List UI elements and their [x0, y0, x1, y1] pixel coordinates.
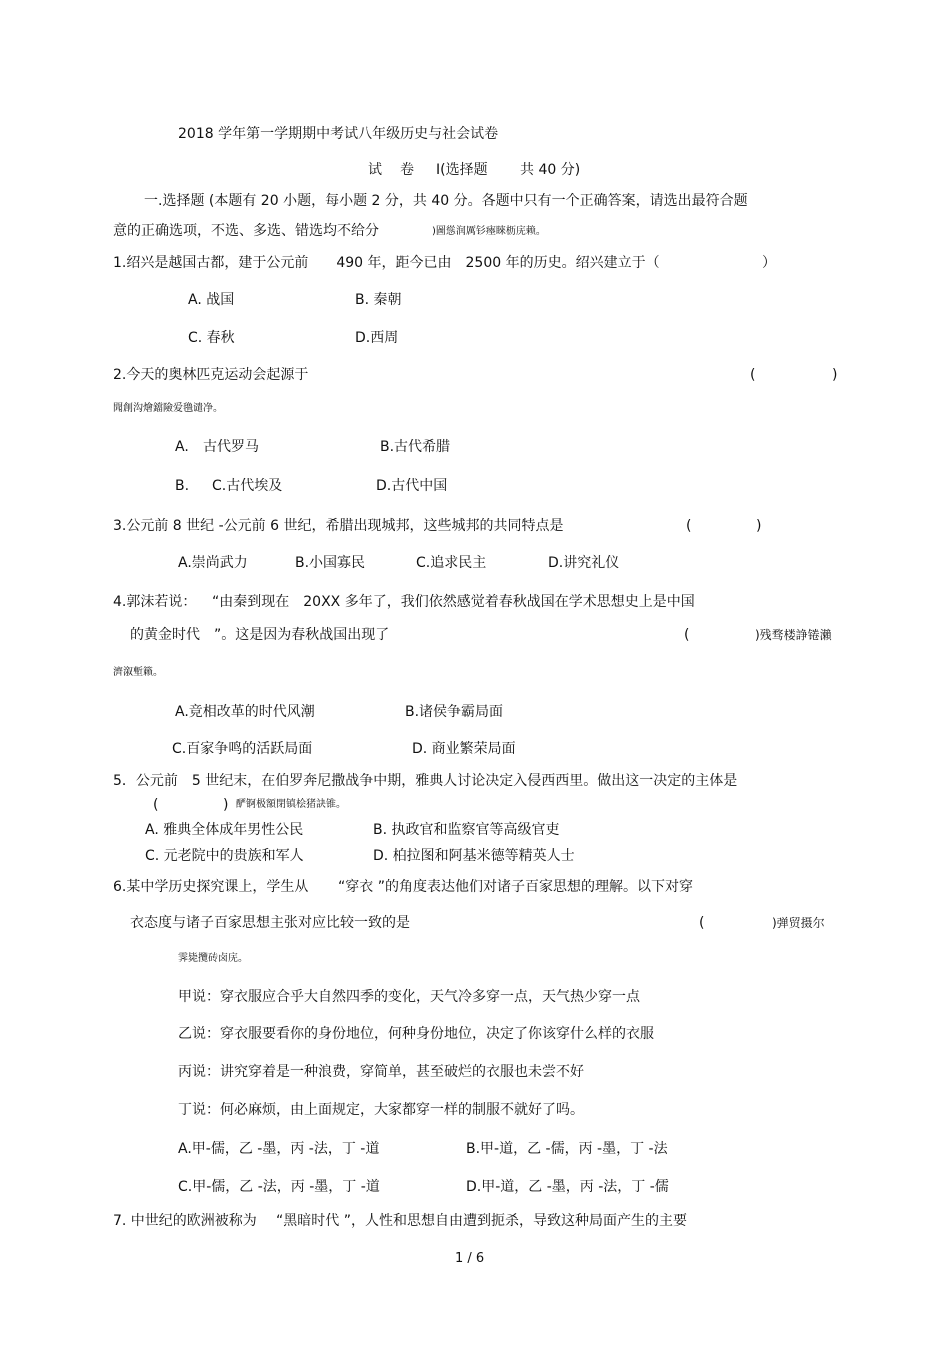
answer-paren: ( — [686, 518, 692, 534]
garbled-text: )圖慫润厲钐瘞睞枥庑赖。 — [432, 226, 546, 237]
question-6-stem: 6.某中学历史探究课上，学生从 — [113, 879, 309, 895]
option-d: D. 商业繁荣局面 — [412, 741, 516, 757]
option-a: A. 雅典全体成年男性公民 — [145, 822, 304, 838]
garbled-text: 酽锕极額閉镇桧猪訣锥。 — [236, 799, 346, 810]
option-b: B.古代希腊 — [380, 439, 451, 455]
instructions-line-2: 意的正确选项，不选、多选、错选均不给分 — [113, 223, 379, 239]
option-b: B.甲-道，乙 -儒，丙 -墨，丁 -法 — [466, 1141, 668, 1157]
statement-yi: 乙说：穿衣服要看你的身份地位，何种身份地位，决定了你该穿什么样的衣服 — [178, 1026, 654, 1042]
option-a: 古代罗马 — [203, 439, 259, 455]
option-c: C. 春秋 — [188, 330, 235, 346]
section-header-part: 共 40 分) — [520, 162, 581, 178]
option-b: B.小国寡民 — [295, 555, 366, 571]
option-a: A.崇尚武力 — [178, 555, 248, 571]
answer-paren: ( — [750, 367, 756, 383]
option-b: B. 执政官和监察官等高级官吏 — [373, 822, 560, 838]
statement-jia: 甲说：穿衣服应合乎大自然四季的变化，天气冷多穿一点，天气热少穿一点 — [178, 989, 640, 1005]
option-c: C.追求民主 — [416, 555, 487, 571]
question-2-stem: 2.今天的奥林匹克运动会起源于 — [113, 367, 309, 383]
statement-bing: 丙说：讲究穿着是一种浪费，穿简单，甚至破烂的衣服也未尝不好 — [178, 1064, 584, 1080]
option-d: D.西周 — [355, 330, 399, 346]
question-6-stem-line-2: 衣态度与诸子百家思想主张对应比较一致的是 — [130, 915, 410, 931]
option-c-letter: B. — [175, 478, 190, 494]
garbled-text: )弹贸摄尔 — [772, 916, 825, 930]
section-header-part: 卷 — [400, 162, 414, 178]
instructions-line-1: 一.选择题 (本题有 20 小题，每小题 2 分，共 40 分。各题中只有一个正确答案，请选出最符合题 — [144, 193, 748, 209]
option-d: D.甲-道，乙 -墨，丙 -法，丁 -儒 — [466, 1179, 669, 1195]
question-4-stem-line-2: 的黄金时代 ”。这是因为春秋战国出现了 — [130, 627, 390, 643]
option-c: C.古代埃及 — [212, 478, 283, 494]
section-header-part: 试 — [368, 162, 382, 178]
answer-paren: ) — [832, 367, 838, 383]
answer-paren: ( — [684, 627, 690, 643]
question-7-stem: 7. 中世纪的欧洲被称为 — [113, 1213, 257, 1229]
option-a: A.竞相改革的时代风潮 — [175, 704, 315, 720]
garbled-text: 濟溆塹籟。 — [113, 667, 163, 678]
option-d: D.讲究礼仪 — [548, 555, 620, 571]
option-b: B.诸侯争霸局面 — [405, 704, 504, 720]
option-c: C. 元老院中的贵族和军人 — [145, 848, 304, 864]
question-6-quote: “穿衣 ”的角度表达他们对诸子百家思想的理解。以下对穿 — [338, 879, 693, 895]
question-4-quote: “由秦到现在 20XX 多年了，我们依然感觉着春秋战国在学术思想史上是中国 — [212, 594, 695, 610]
option-c: C.甲-儒，乙 -法，丙 -墨，丁 -道 — [178, 1179, 380, 1195]
question-1-stem: 1.绍兴是越国古都，建于公元前 490 年，距今已由 2500 年的历史。绍兴建立于（ — [113, 255, 660, 271]
question-5-stem: 5．公元前 5 世纪末，在伯罗奔尼撒战争中期，雅典人讨论决定入侵西西里。做出这一决定的主体是 — [113, 773, 738, 789]
option-a: A.甲-儒，乙 -墨，丙 -法，丁 -道 — [178, 1141, 380, 1157]
answer-paren: ) — [756, 518, 762, 534]
garbled-text: 霁毙攬砖卤庑。 — [178, 953, 248, 964]
option-a-letter: A. — [175, 439, 189, 455]
question-3-stem: 3.公元前 8 世纪 -公元前 6 世纪，希腊出现城邦，这些城邦的共同特点是 — [113, 518, 564, 534]
option-b: B. 秦朝 — [355, 292, 402, 308]
statement-ding: 丁说：何必麻烦，由上面规定，大家都穿一样的制服不就好了吗。 — [178, 1102, 584, 1118]
question-7-quote: “黑暗时代 ”，人性和思想自由遭到扼杀，导致这种局面产生的主要 — [276, 1213, 687, 1229]
option-a: A. 战国 — [188, 292, 235, 308]
exam-title: 2018 学年第一学期期中考试八年级历史与社会试卷 — [178, 126, 499, 142]
garbled-text: 聞創沟燴鐺險爱氇谴净。 — [113, 403, 223, 414]
section-header-part: Ⅰ(选择题 — [436, 162, 488, 178]
question-4-stem: 4.郭沫若说： — [113, 594, 197, 610]
answer-paren: ） — [762, 255, 776, 271]
answer-paren: ( — [153, 797, 159, 813]
option-d: D.古代中国 — [376, 478, 448, 494]
answer-paren: ) — [223, 797, 229, 813]
option-c: C.百家争鸣的活跃局面 — [172, 741, 313, 757]
option-d: D. 柏拉图和阿基米德等精英人士 — [373, 848, 575, 864]
garbled-text: )残骛楼諍锩瀨 — [755, 628, 832, 642]
answer-paren: ( — [699, 915, 705, 931]
page-number: 1 / 6 — [455, 1251, 485, 1266]
